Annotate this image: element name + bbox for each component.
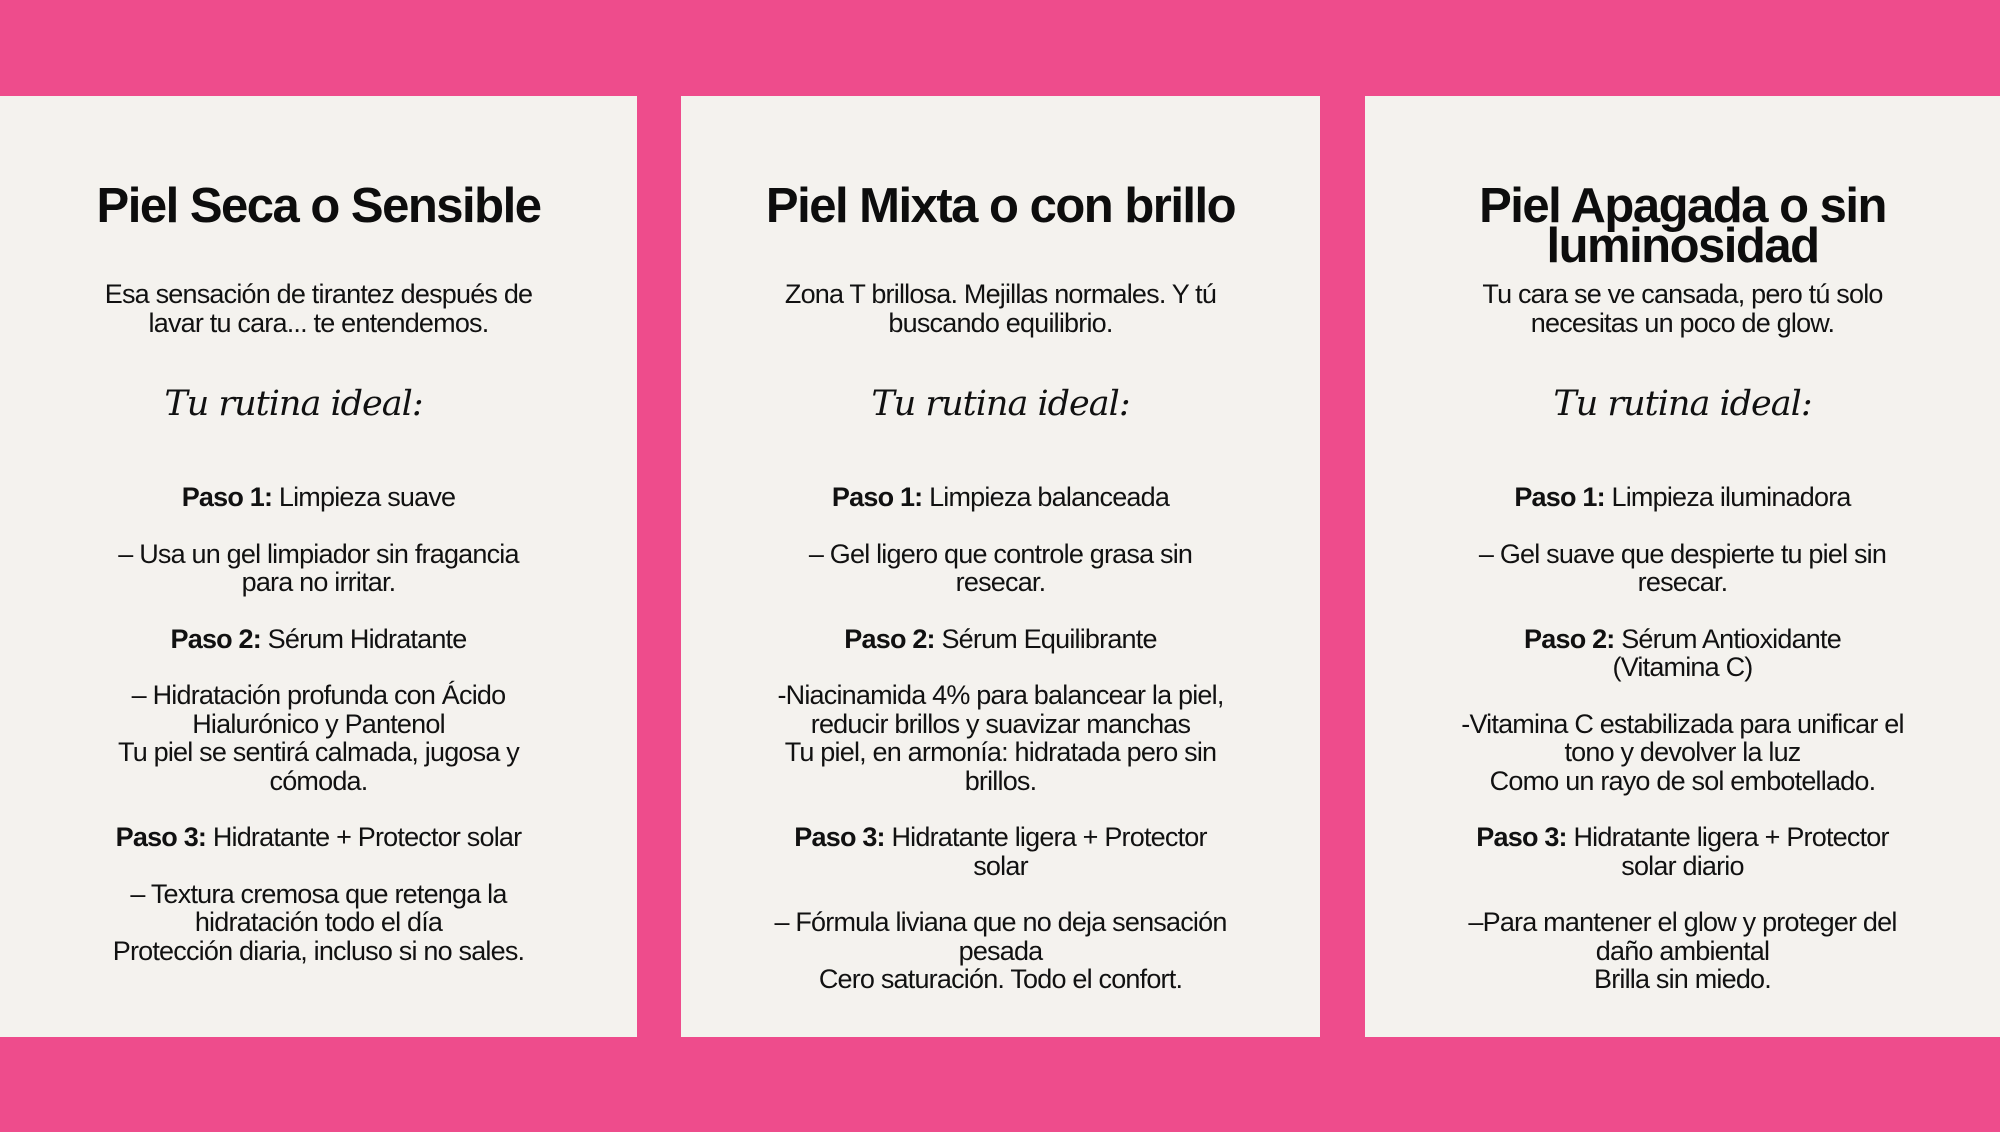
step-name: Hidratante + Protector solar: [212, 822, 522, 852]
step-3-description: – Textura cremosa que retenga la hidratación todo el día Protección diaria, incluso si no sales.: [112, 878, 525, 966]
card-intro: Zona T brillosa. Mejillas normales. Y tú buscando equilibrio.: [784, 279, 1217, 338]
step-3-heading: [1425, 823, 1940, 880]
step-name: Hidratante ligera + Protector: [1573, 822, 1889, 852]
step-name: Limpieza balanceada: [929, 482, 1170, 512]
step-1-heading: [741, 483, 1260, 512]
card-title: Piel Apagada o sin luminosidad: [1479, 179, 1886, 273]
step-label: Paso 3:: [1476, 822, 1567, 852]
step-3-heading: [741, 823, 1260, 880]
step-1-description: – Usa un gel limpiador sin fragancia para no irritar.: [118, 538, 519, 597]
card-intro: Tu cara se ve cansada, pero tú solo necesitas un poco de glow.: [1482, 279, 1883, 338]
routine-label: Tu rutina ideal:: [871, 384, 1130, 424]
card-title: Piel Seca o Sensible: [96, 179, 541, 233]
step-name: Limpieza iluminadora: [1611, 482, 1851, 512]
step-2-heading: [60, 625, 577, 654]
skin-card-dry-sensitive: [0, 96, 637, 1037]
step-2-heading: [741, 625, 1260, 654]
step-name: Sérum Hidratante: [267, 623, 467, 654]
step-name: Sérum Equilibrante: [941, 623, 1157, 654]
step-name: Limpieza suave: [278, 482, 456, 512]
card-intro: Esa sensación de tirantez después de lavar tu cara... te entendemos.: [104, 279, 533, 338]
step-name-continued: solar diario: [1621, 850, 1744, 881]
step-name: Sérum Antioxidante: [1621, 623, 1841, 654]
step-2-heading: [1425, 625, 1940, 682]
step-label: Paso 3:: [794, 822, 885, 852]
step-3-description: – Fórmula liviana que no deja sensación pesada Cero saturación. Todo el confort.: [774, 907, 1227, 994]
step-label: Paso 1:: [1514, 482, 1605, 512]
step-label: Paso 2:: [1524, 623, 1615, 654]
routine-label: Tu rutina ideal:: [1553, 384, 1812, 424]
step-name: Hidratante ligera + Protector: [891, 822, 1207, 852]
step-label: Paso 2:: [844, 623, 935, 654]
step-name-continued: (Vitamina C): [1612, 652, 1753, 682]
step-2-description: – Hidratación profunda con Ácido Hialurónico y Pantenol Tu piel se sentirá calmada, jugosa y cómoda.: [118, 680, 519, 796]
card-title: Piel Mixta o con brillo: [765, 179, 1236, 233]
step-1-heading: [1425, 483, 1940, 512]
step-2-description: -Vitamina C estabilizada para unificar el tono y devolver la luz Como un rayo de sol embotellado.: [1461, 708, 1904, 796]
step-2-description: -Niacinamida 4% para balancear la piel, reducir brillos y suavizar manchas Tu piel, en armonía: hidratada pero sin brillos.: [777, 680, 1224, 796]
routine-steps: [1365, 483, 2000, 1022]
step-3-heading: [60, 823, 577, 852]
step-label: Paso 3:: [115, 822, 207, 852]
step-1-description: – Gel suave que despierte tu piel sin resecar.: [1478, 538, 1887, 597]
step-3-description: –Para mantener el glow y proteger del daño ambiental Brilla sin miedo.: [1468, 907, 1897, 994]
routine-steps: [681, 483, 1320, 1022]
step-label: Paso 1:: [181, 482, 273, 512]
routine-label: Tu rutina ideal:: [164, 384, 423, 424]
step-label: Paso 1:: [831, 482, 923, 512]
step-1-description: – Gel ligero que controle grasa sin resecar.: [808, 538, 1193, 597]
skin-card-dull: [1365, 96, 2000, 1037]
step-name-continued: solar: [973, 850, 1028, 881]
step-label: Paso 2:: [170, 623, 261, 654]
routine-steps: [0, 483, 637, 993]
skin-card-combination-oily: [681, 96, 1320, 1037]
step-1-heading: [60, 483, 577, 512]
